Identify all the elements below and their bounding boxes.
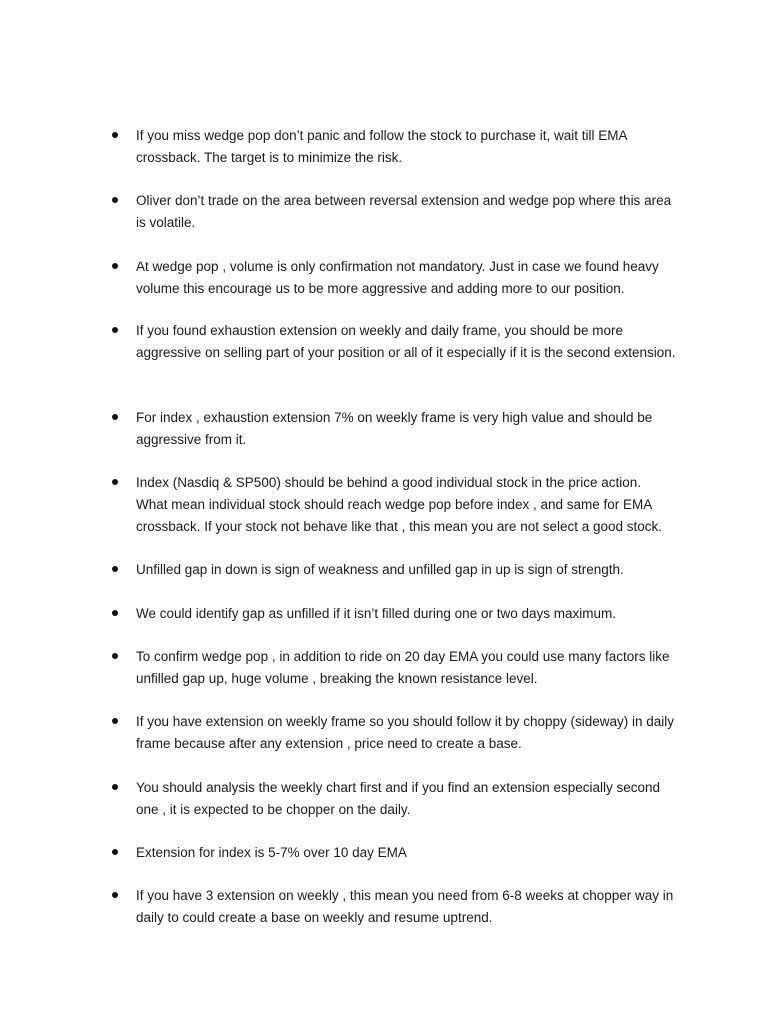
bullet-icon bbox=[112, 479, 118, 485]
list-item-text: If you found exhaustion extension on weekly and daily frame, you should be more aggressive on selling part of your position or all of it especially if it is the second extension. bbox=[136, 323, 676, 360]
bullet-icon bbox=[112, 784, 118, 790]
bullet-icon bbox=[112, 263, 118, 269]
list-item-text: Oliver don’t trade on the area between reversal extension and wedge pop where this area is volatile. bbox=[136, 193, 672, 230]
list-item-text: Unfilled gap in down is sign of weakness and unfilled gap in up is sign of strength. bbox=[136, 562, 624, 577]
list-item-text: Index (Nasdiq & SP500) should be behind a good individual stock in the price action. What mean individual stock should reach wedge pop before index , and same for EMA crossback. If your stock not behave like that , this mean you are not select a good stock. bbox=[136, 475, 663, 534]
list-item-text: If you miss wedge pop don’t panic and follow the stock to purchase it, wait till EMA crossback. The target is to minimize the risk. bbox=[136, 128, 627, 165]
bullet-icon bbox=[112, 414, 118, 420]
bullet-icon bbox=[112, 610, 118, 616]
bullet-icon bbox=[112, 653, 118, 659]
list-item-text: If you have extension on weekly frame so you should follow it by choppy (sideway) in daily frame because after any extension , price need to create a base. bbox=[136, 714, 675, 751]
list-item-text: To confirm wedge pop , in addition to ride on 20 day EMA you could use many factors like unfilled gap up, huge volume , breaking the known resistance level. bbox=[136, 649, 670, 686]
bullet-icon bbox=[112, 327, 118, 333]
bullet-icon bbox=[112, 197, 118, 203]
list-item-text: You should analysis the weekly chart first and if you find an extension especially second one , it is expected to be chopper on the daily. bbox=[136, 780, 661, 817]
list-item-text: If you have 3 extension on weekly , this mean you need from 6-8 weeks at chopper way in daily to could create a base on weekly and resume uptrend. bbox=[136, 888, 674, 925]
list-item-text: At wedge pop , volume is only confirmation not mandatory. Just in case we found heavy volume this encourage us to be more aggressive and adding more to our position. bbox=[136, 259, 659, 296]
list-item-text: For index , exhaustion extension 7% on weekly frame is very high value and should be aggressive from it. bbox=[136, 410, 653, 447]
list-item-text: Extension for index is 5-7% over 10 day EMA bbox=[136, 845, 407, 860]
bullet-icon bbox=[112, 566, 118, 572]
bullet-icon bbox=[112, 849, 118, 855]
bullet-icon bbox=[112, 132, 118, 138]
list-item-text: We could identify gap as unfilled if it isn’t filled during one or two days maximum. bbox=[136, 606, 616, 621]
bullet-icon bbox=[112, 892, 118, 898]
bullet-icon bbox=[112, 718, 118, 724]
